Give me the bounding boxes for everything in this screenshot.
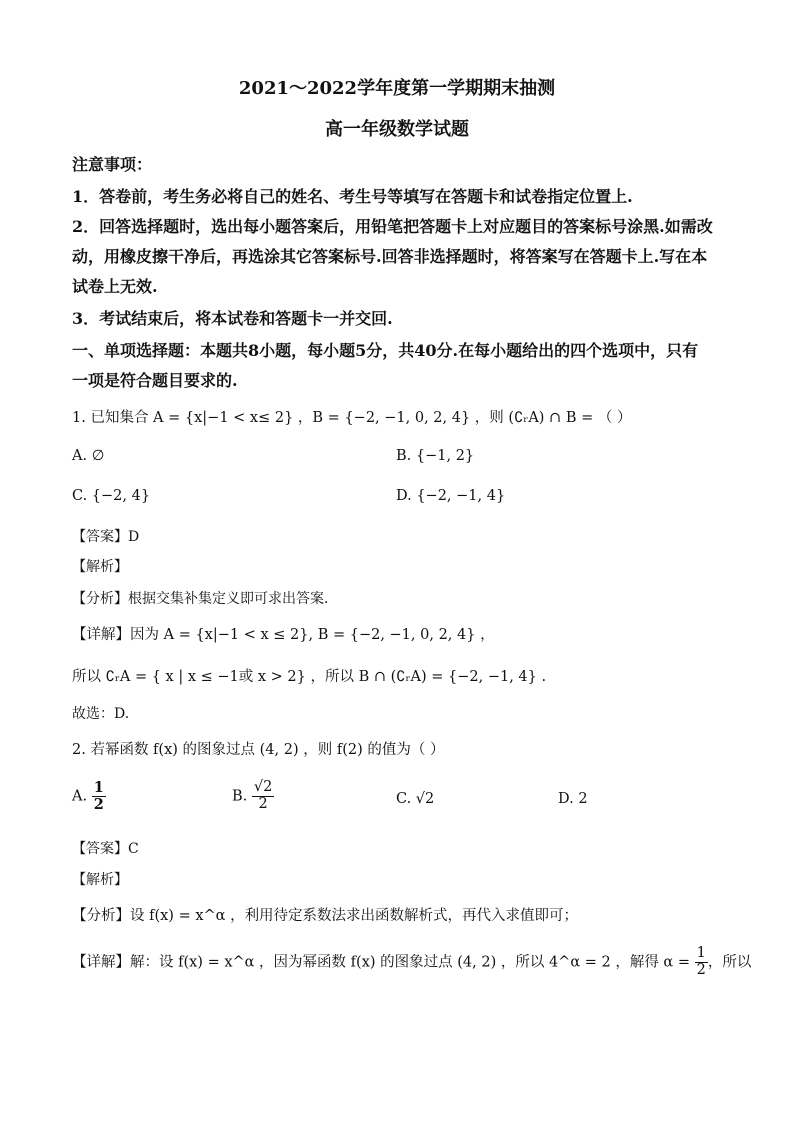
q2-option-b-numerator: √2 [253,779,273,795]
q1-stem: 1. 已知集合 A = {x|−1 < x≤ 2} ，B = {−2, −1, 0, 2, 4} ，则 (∁ᵣA) ∩ B = （ ） [72,410,632,426]
q1-conclusion: 故选：D. [72,706,130,722]
q2-option-b [232,780,274,813]
q2-option-c: C. √2 [396,791,435,807]
exam-title: 2021～2022学年度第一学期期末抽测 [238,78,556,99]
q2-option-a [72,780,106,813]
q2-detail-fraction [695,946,708,979]
notice-item-2-line-1: 2．回答选择题时，选出每小题答案后，用铅笔把答题卡上对应题目的答案标号涂黑.如需改 [72,217,713,236]
q2-option-b-fraction [252,780,274,813]
q1-option-c: C. {−2, 4} [72,488,151,504]
q2-analysis-tag: 【解析】 [72,872,128,888]
q1-answer-tag: 【答案】 [72,529,128,545]
q2-detail-tail: ，所以 [707,954,752,971]
section-heading-line-2: 一项是符合题目要求的. [72,371,238,390]
q2-option-a-label: A. [72,788,88,805]
q2-answer-tag: 【答案】 [72,841,128,857]
q2-fenxi-text: 设 f(x) = x^α ，利用待定系数法求出函数解析式，再代入求值即可； [130,908,579,924]
q1-fenxi-line [72,588,328,608]
q2-detail-tag: 【详解】 [72,954,130,971]
q2-answer-line [72,838,139,858]
q2-detail-line [72,946,751,979]
q2-option-a-numerator: 1 [93,779,104,796]
q2-fenxi-tag: 【分析】 [72,908,130,924]
q1-option-a: A. ∅ [72,448,105,464]
q2-option-b-label: B. [232,788,248,805]
q1-answer-value: D [128,529,140,545]
q2-detail-numerator: 1 [696,945,706,961]
q1-fenxi-tag: 【分析】 [72,591,128,607]
q1-detail-tag: 【详解】 [72,627,130,643]
notice-item-1: 1．答卷前，考生务必将自己的姓名、考生号等填写在答题卡和试卷指定位置上. [72,187,633,206]
q1-answer-line [72,526,139,546]
q1-analysis-tag: 【解析】 [72,559,128,575]
q2-option-a-denominator: 2 [93,795,104,813]
q2-option-b-denominator: 2 [258,795,268,812]
q1-fenxi-text: 根据交集补集定义即可求出答案. [128,591,329,607]
exam-subtitle: 高一年级数学试题 [325,119,469,140]
q2-option-a-fraction [92,780,106,813]
q2-detail-denominator: 2 [696,961,706,978]
q1-option-d: D. {−2, −1, 4} [396,488,506,504]
notice-item-2-line-2: 动，用橡皮擦干净后，再选涂其它答案标号.回答非选择题时，将答案写在答题卡上.写在本 [72,247,708,266]
notice-item-3: 3．考试结束后，将本试卷和答题卡一并交回. [72,309,393,328]
q2-stem: 2. 若幂函数 f(x) 的图象过点 (4, 2) ，则 f(2) 的值为（ ） [72,742,445,758]
q1-detail-text-1: 因为 A = {x|−1 < x ≤ 2}, B = {−2, −1, 0, 2, 4} ， [130,627,495,643]
notice-heading: 注意事项： [72,155,153,174]
q1-detail-line-2: 所以 ∁ᵣA = { x | x ≤ −1或 x > 2} ，所以 B ∩ (∁ᵣA) = {−2, −1, 4} . [72,669,547,685]
q2-detail-text: 解：设 f(x) = x^α ，因为幂函数 f(x) 的图象过点 (4, 2) ，所以 4^α = 2 ，解得 α = [130,954,690,971]
q1-detail-line-1 [72,623,495,644]
q2-fenxi-line [72,904,578,925]
section-heading-line-1: 一、单项选择题：本题共8小题，每小题5分，共40分.在每小题给出的四个选项中，只有 [72,341,699,360]
q2-answer-value: C [128,841,139,857]
q2-option-d: D. 2 [558,791,588,807]
q1-option-b: B. {−1, 2} [396,448,475,464]
notice-item-2-line-3: 试卷上无效. [72,277,158,296]
